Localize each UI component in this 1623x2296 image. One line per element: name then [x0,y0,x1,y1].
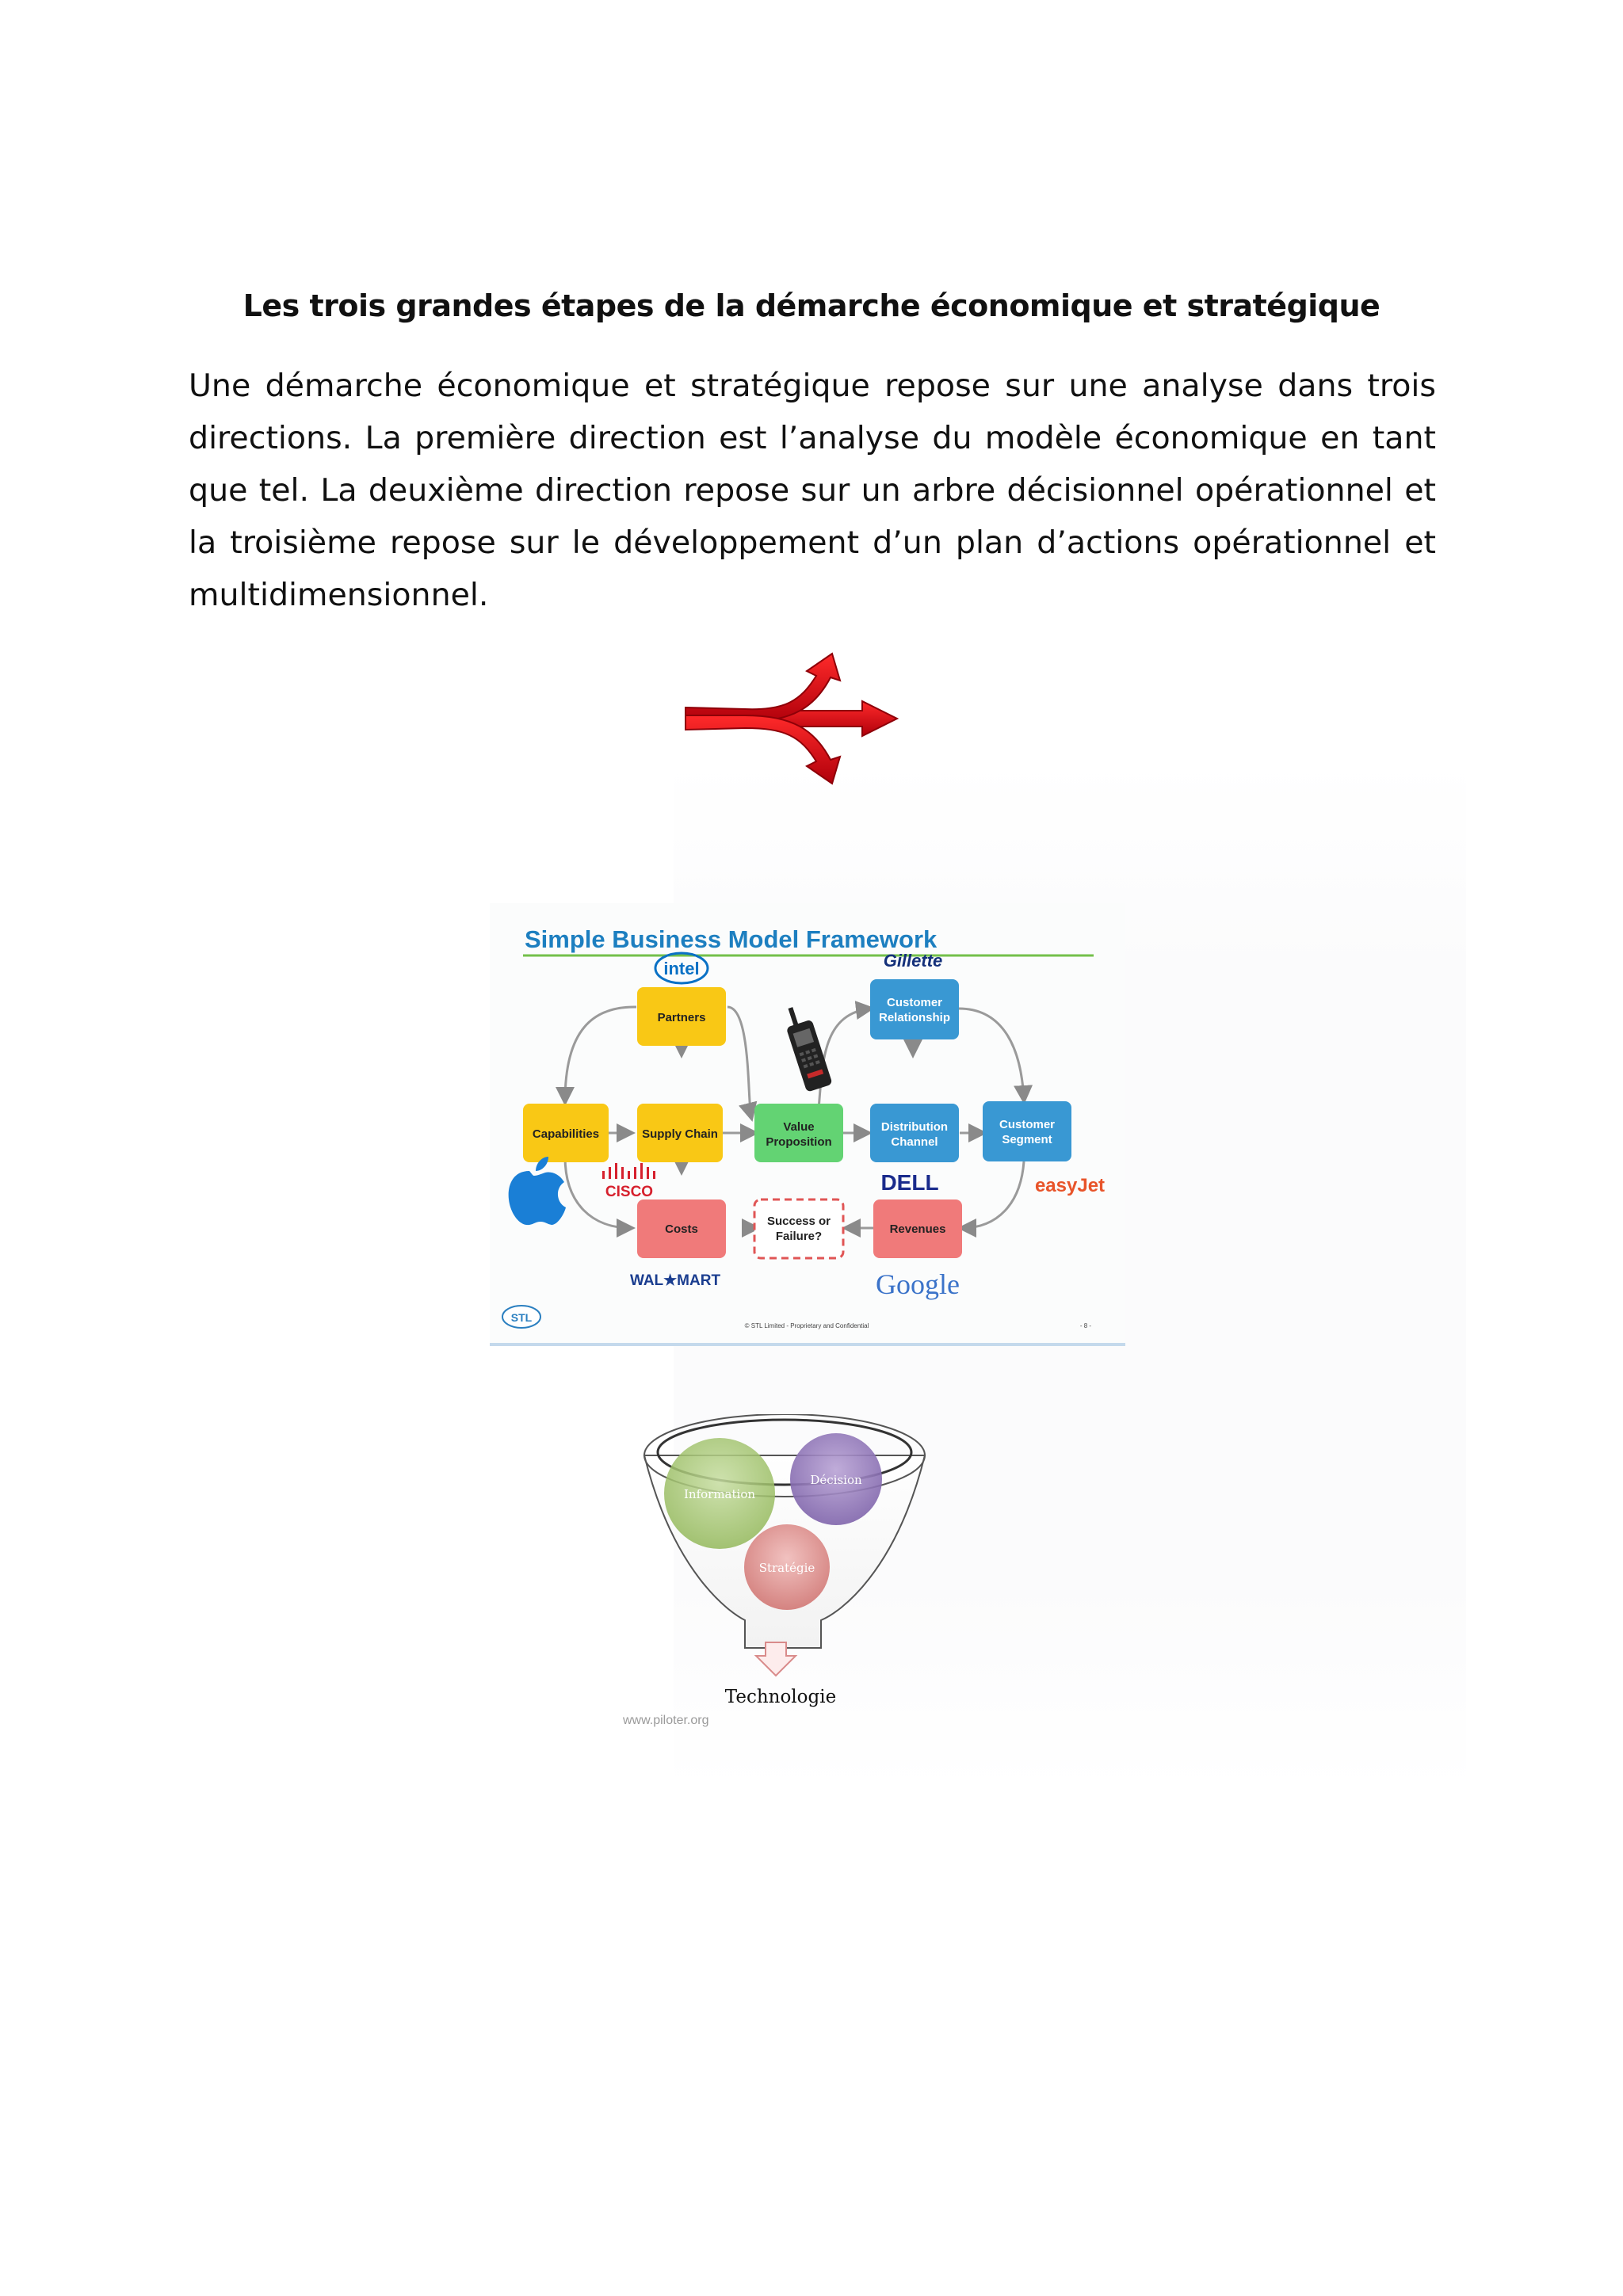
customer-segment-line1: Customer [999,1118,1056,1131]
google-logo: Google [876,1268,960,1300]
svg-text:Stratégie: Stratégie [758,1561,815,1575]
customer-relationship-line1: Customer [886,996,943,1009]
cisco-logo [602,1163,655,1200]
intro-paragraph: Une démarche économique et stratégique repose sur une analyse dans trois directions. La première direction est l’analyse du modèle économique en tant que tel. La deuxième direction repose sur un arbre décisionnel opérationnel et la troisième repose sur le développement d’un plan d’actions opérationnel et multidimensionnel. [189,368,1436,613]
costs-box: Costs [665,1222,698,1236]
revenues-box: Revenues [889,1222,946,1236]
gillette-logo: Gillette [883,951,943,971]
capabilities-box: Capabilities [532,1127,600,1141]
intel-logo: intel [663,959,700,978]
dell-logo: DELL [880,1170,939,1195]
three-way-arrow-figure [674,646,911,788]
value-proposition-line1: Value [783,1120,815,1134]
distribution-channel-line1: Distribution [880,1120,949,1134]
distribution-channel-line2: Channel [891,1135,938,1149]
svg-text:Information: Information [683,1487,756,1501]
piloter-watermark: www.piloter.org [623,1714,709,1727]
bmf-footer: © STL Limited - Proprietary and Confidential [744,1322,869,1329]
funnel-diagram [610,1414,959,1731]
apple-logo-icon [509,1157,566,1225]
svg-text:CISCO: CISCO [605,1184,654,1200]
success-failure-line1: Success or [766,1215,831,1228]
value-proposition-line2: Proposition [766,1135,832,1149]
supply-chain-box: Supply Chain [642,1127,718,1141]
technologie-label: Technologie [724,1687,837,1707]
walmart-logo: WAL★MART [629,1272,721,1289]
business-model-framework-figure [490,903,1125,1346]
decision-circle [790,1433,882,1525]
mobile-phone-icon [781,1003,833,1093]
bmf-title: Simple Business Model Framework [525,925,938,953]
customer-relationship-line2: Relationship [878,1011,951,1024]
page-title: Les trois grandes étapes de la démarche économique et stratégique [242,288,1381,323]
strategie-circle [744,1524,830,1610]
easyjet-logo: easyJet [1034,1175,1106,1196]
information-circle [664,1438,775,1549]
stl-logo: STL [510,1311,533,1324]
customer-segment-line2: Segment [1002,1133,1052,1146]
success-failure-line2: Failure? [775,1230,823,1243]
bmf-page-label: - 8 - [1079,1322,1092,1329]
partners-box: Partners [657,1011,706,1024]
three-way-arrow-icon [674,646,911,788]
svg-text:Décision: Décision [810,1473,862,1487]
